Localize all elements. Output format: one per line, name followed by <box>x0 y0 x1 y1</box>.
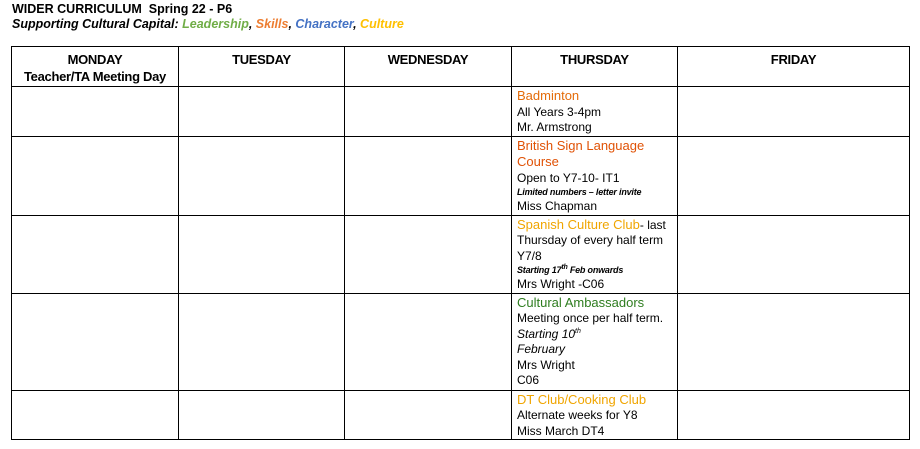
activity-title: Cultural Ambassadors <box>517 294 645 310</box>
activity-title: DT Club/Cooking Club <box>517 391 647 407</box>
page-subtitle <box>12 17 404 32</box>
activity-teacher: Mr. Armstrong <box>517 120 592 134</box>
tuesday-cell <box>179 293 345 390</box>
capital-character: Character <box>295 17 354 31</box>
table-row <box>12 215 910 293</box>
activity-teacher: Miss March DT4 <box>517 423 605 438</box>
activity-detail <box>517 311 672 342</box>
note-sup: th <box>561 264 568 271</box>
capital-separator: , <box>353 17 361 31</box>
column-monday <box>12 47 179 87</box>
activity-detail: All Years 3-4pm <box>517 104 602 119</box>
detail-italic: Starting 10 <box>517 326 576 341</box>
activity-teacher: Mrs Wright <box>517 357 575 372</box>
tuesday-cell <box>179 136 345 215</box>
column-tuesday: TUESDAY <box>179 47 345 87</box>
friday-cell <box>678 293 910 390</box>
wednesday-cell <box>345 293 512 390</box>
table-row <box>12 390 910 440</box>
friday-cell <box>678 390 910 440</box>
page-title: WIDER CURRICULUM Spring 22 - P6 <box>12 2 233 16</box>
monday-cell <box>12 215 179 293</box>
activity-detail: Open to Y7-10- IT1 <box>517 170 620 185</box>
table-row <box>12 136 910 215</box>
activity-date: February <box>517 342 566 356</box>
thursday-ambassadors <box>512 293 678 390</box>
column-thursday: THURSDAY <box>512 47 678 87</box>
monday-cell <box>12 87 179 137</box>
capital-culture: Culture <box>360 17 404 31</box>
detail-text: Meeting once per half term. <box>517 311 664 325</box>
capital-leadership: Leadership <box>182 17 249 31</box>
wednesday-cell <box>345 215 512 293</box>
activity-detail: Alternate weeks for Y8 <box>517 408 638 422</box>
page-header <box>12 2 404 32</box>
capital-skills: Skills <box>255 17 289 31</box>
column-wednesday: WEDNESDAY <box>345 47 512 87</box>
header-row <box>12 47 910 87</box>
column-monday-sub: Teacher/TA Meeting Day <box>24 69 166 84</box>
activity-note <box>517 264 672 277</box>
wednesday-cell <box>345 390 512 440</box>
timetable <box>11 46 910 440</box>
tuesday-cell <box>179 87 345 137</box>
wednesday-cell <box>345 87 512 137</box>
tuesday-cell <box>179 215 345 293</box>
activity-teacher: Miss Chapman <box>517 199 598 213</box>
column-friday: FRIDAY <box>678 47 910 87</box>
capital-separator: , <box>288 17 296 31</box>
friday-cell <box>678 87 910 137</box>
table-row <box>12 87 910 137</box>
activity-room: C06 <box>517 373 540 387</box>
thursday-dt <box>512 390 678 440</box>
thursday-bsl <box>512 136 678 215</box>
capital-separator: , <box>248 17 256 31</box>
monday-cell <box>12 136 179 215</box>
table-row <box>12 293 910 390</box>
activity-teacher: Mrs Wright -C06 <box>517 277 605 291</box>
friday-cell <box>678 215 910 293</box>
detail-sup: th <box>575 327 581 335</box>
activity-title: Spanish Culture Club <box>517 216 640 232</box>
note-end: Feb onwards <box>567 265 624 275</box>
activity-detail: - last Thursday of every half term Y7/8 <box>517 217 666 263</box>
wednesday-cell <box>345 136 512 215</box>
activity-note: Limited numbers – letter invite <box>517 187 642 197</box>
column-monday-label: MONDAY <box>67 52 123 67</box>
activity-title: British Sign Language Course <box>517 137 645 169</box>
subtitle-prefix: Supporting Cultural Capital: <box>12 17 183 31</box>
note-text: Starting 17 <box>517 265 562 275</box>
tuesday-cell <box>179 390 345 440</box>
thursday-badminton <box>512 87 678 137</box>
monday-cell <box>12 390 179 440</box>
thursday-spanish <box>512 215 678 293</box>
monday-cell <box>12 293 179 390</box>
friday-cell <box>678 136 910 215</box>
activity-title: Badminton <box>517 88 580 103</box>
